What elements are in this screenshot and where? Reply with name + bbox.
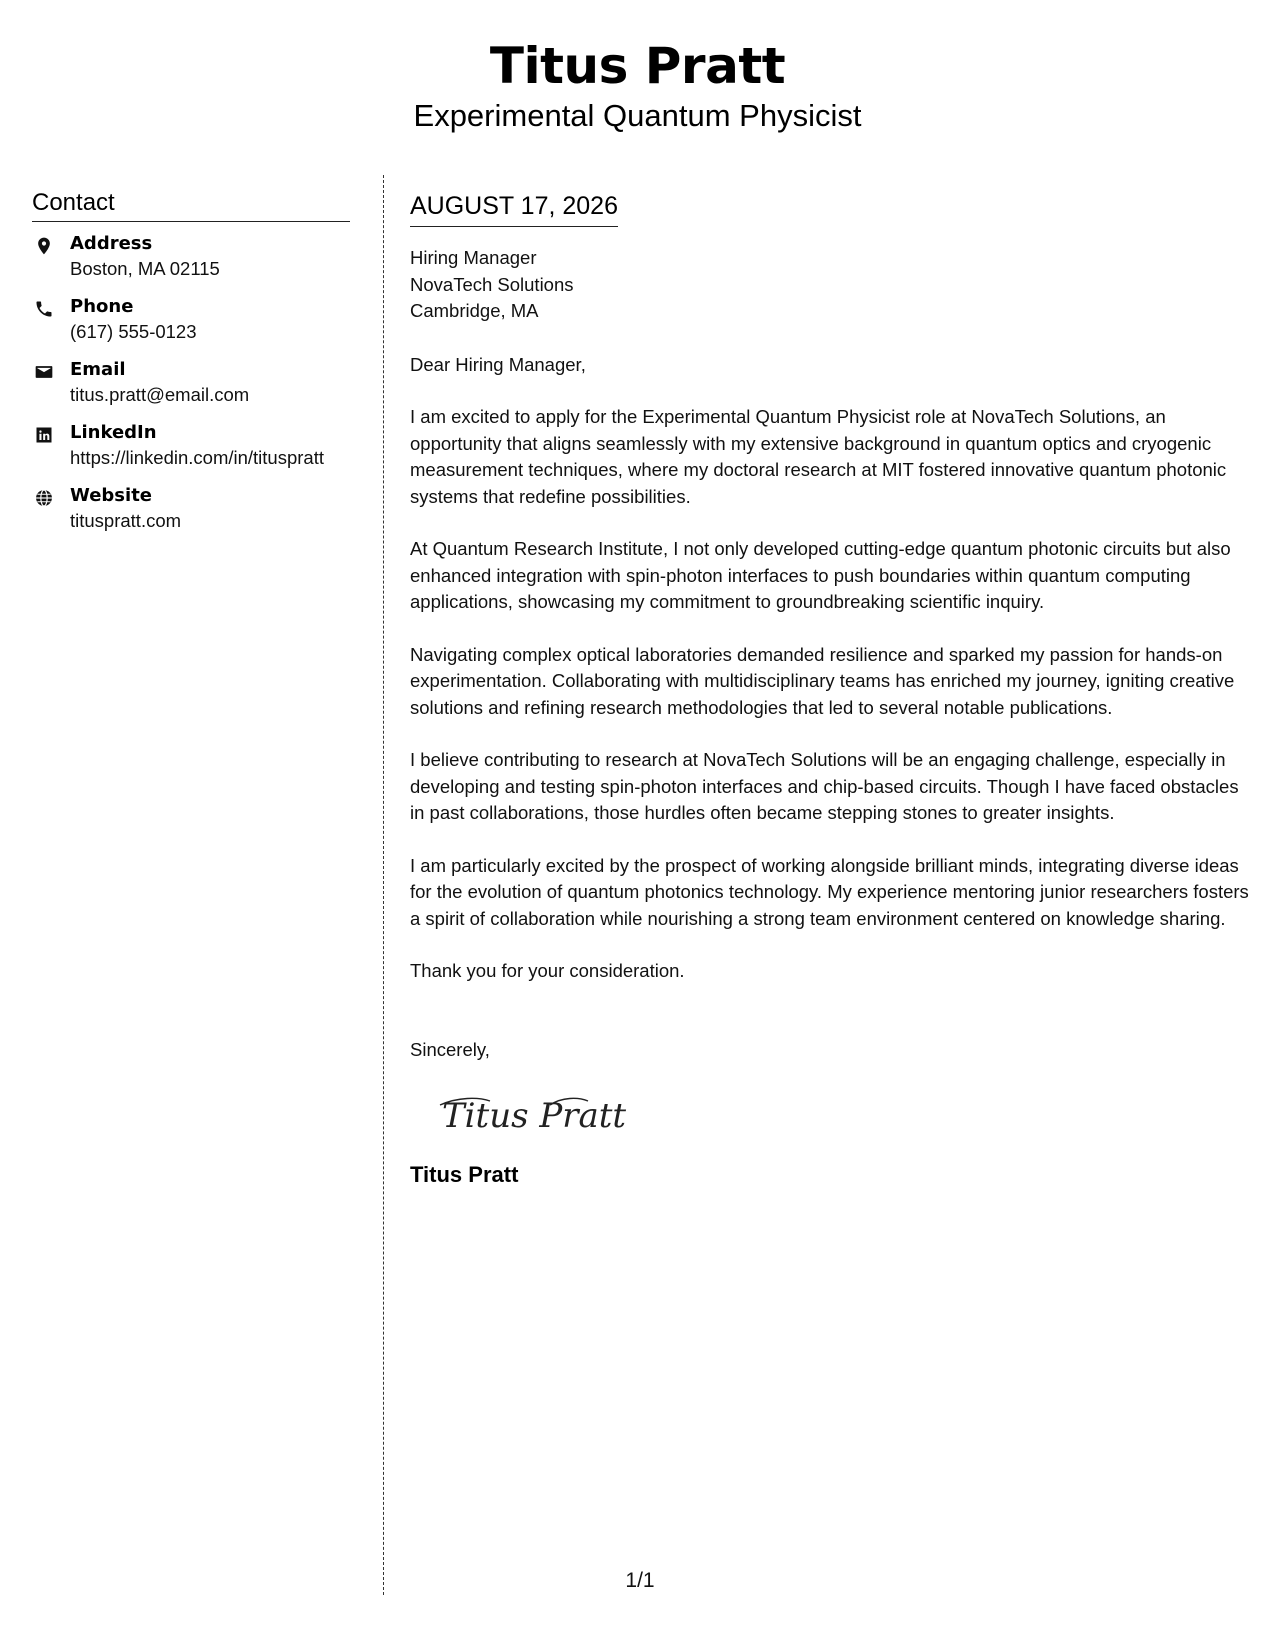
letter-paragraph: Navigating complex optical laboratories demanded resilience and sparked my passion for hands-on experimentation. Collaborating with multidisciplinary teams has enriched my journey, igniting creative solutions and refining research methodologies that led to several notable publications. xyxy=(410,643,1235,718)
linkedin-icon xyxy=(34,425,54,445)
letter-paragraph: I am excited to apply for the Experimental Quantum Physicist role at NovaTech Solutions, an opportunity that aligns seamlessly with my extensive background in quantum optics and cryogenic measurement techniques, where my doctoral research at MIT fostered innovative quantum photonic systems that redefine possibilities. xyxy=(410,406,1227,507)
contact-label: Phone xyxy=(70,296,134,317)
applicant-title: Experimental Quantum Physicist xyxy=(413,98,862,133)
recipient-block xyxy=(410,245,1250,325)
letter-paragraph: I believe contributing to research at NovaTech Solutions will be an engaging challenge, especially in developing and testing spin-photon interfaces and chip-based circuits. Though I have faced obstacles in past collaborations, those hurdles often became stepping stones to greater insights. xyxy=(410,749,1239,823)
contact-heading: Contact xyxy=(32,188,350,222)
contact-item-address xyxy=(32,232,350,295)
contact-value: tituspratt.com xyxy=(70,510,182,531)
contact-item-website xyxy=(32,484,350,547)
contact-sidebar xyxy=(32,188,350,547)
letter-header xyxy=(0,36,1275,136)
contact-value: https://linkedin.com/in/tituspratt xyxy=(70,447,324,468)
column-divider xyxy=(383,175,384,1595)
recipient-line: Hiring Manager xyxy=(410,247,537,268)
recipient-line: Cambridge, MA xyxy=(410,300,539,321)
recipient-line: NovaTech Solutions xyxy=(410,273,574,295)
contact-label: LinkedIn xyxy=(70,422,157,443)
svg-text:Titus Pratt: Titus Pratt xyxy=(442,1096,627,1136)
map-pin-icon xyxy=(34,236,54,256)
letter-paragraph: I am particularly excited by the prospect of working alongside brilliant minds, integrating diverse ideas for the evolution of quantum photonics technology. My experience mentoring junior researchers fosters a spirit of collaboration while nourishing a strong team environment centered on knowledge sharing. xyxy=(410,854,1249,929)
letter-paragraph: Thank you for your consideration. xyxy=(410,960,685,981)
signer-name: Titus Pratt xyxy=(410,1162,519,1187)
contact-value: Boston, MA 02115 xyxy=(70,258,220,279)
contact-label: Address xyxy=(70,233,153,254)
contact-value: (617) 555-0123 xyxy=(70,321,197,342)
contact-label: Website xyxy=(70,485,153,506)
applicant-name: Titus Pratt xyxy=(489,37,786,95)
contact-value: titus.pratt@email.com xyxy=(70,384,250,405)
contact-item-phone xyxy=(32,295,350,358)
salutation: Dear Hiring Manager, xyxy=(410,353,586,375)
email-icon xyxy=(34,362,54,382)
letter-body xyxy=(410,190,1250,1189)
letter-paragraph: At Quantum Research Institute, I not only developed cutting-edge quantum photonic circuits but also enhanced integration with spin-photon interfaces to push boundaries within quantum computing applications, showcasing my commitment to groundbreaking scientific inquiry. xyxy=(410,538,1231,612)
page-number: 1/1 xyxy=(625,1569,655,1592)
globe-icon xyxy=(34,488,54,508)
handwritten-signature xyxy=(438,1091,658,1141)
contact-item-linkedin xyxy=(32,421,350,484)
contact-list xyxy=(32,232,350,547)
phone-icon xyxy=(34,299,54,319)
closing: Sincerely, xyxy=(410,1038,490,1060)
contact-label: Email xyxy=(70,359,126,380)
contact-item-email xyxy=(32,358,350,421)
letter-date: AUGUST 17, 2026 xyxy=(410,190,618,227)
